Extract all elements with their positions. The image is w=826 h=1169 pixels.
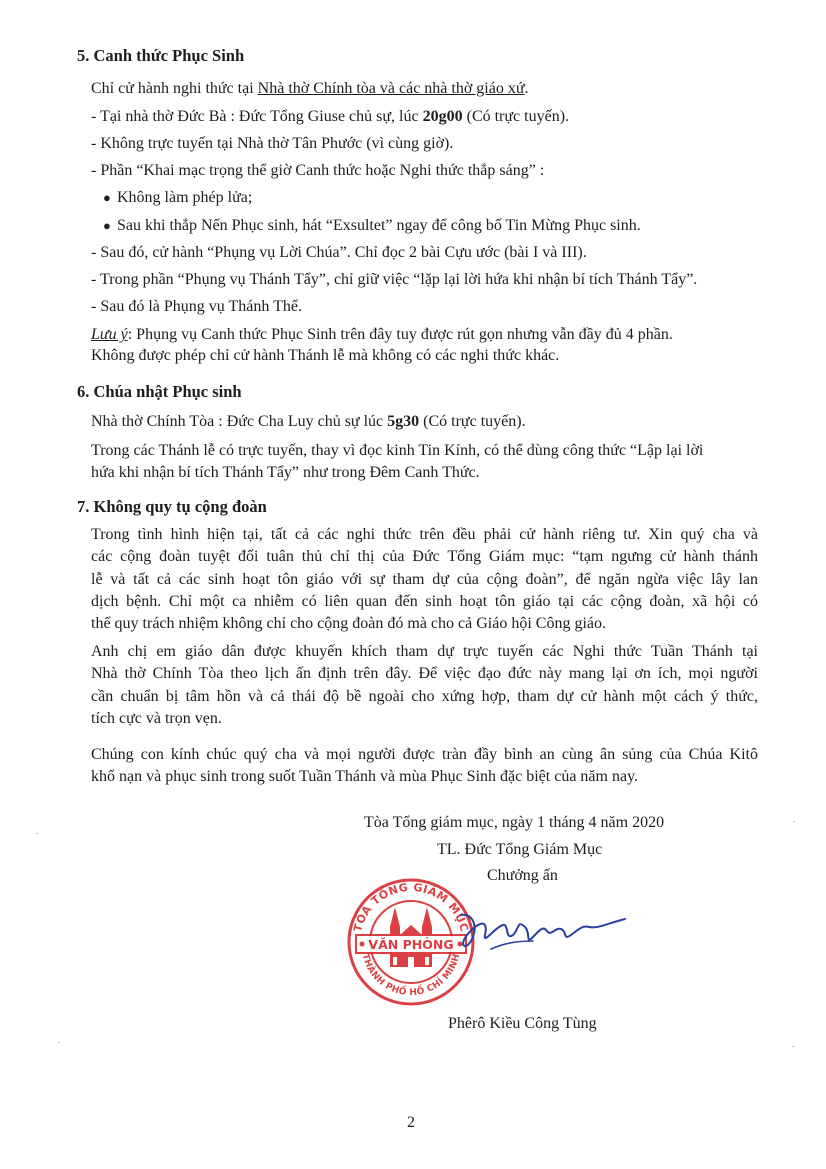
date-line: Tòa Tổng giám mục, ngày 1 tháng 4 năm 2020: [364, 814, 665, 831]
section-7-p2-line-2: Nhà thờ Chính Tòa theo lịch ấn định trên đây. Để việc đạo đức này mang lại ơn ích, mọi người: [91, 665, 758, 682]
on-behalf-line: TL. Đức Tổng Giám Mục: [437, 841, 603, 858]
section-5-heading: 5. Canh thức Phục Sinh: [77, 46, 245, 65]
section-7-p1-line-2: các cộng đoàn tuyệt đối tuân thủ chỉ thị của Đức Tổng Giám mục: “tạm ngưng cử hành thánh: [91, 548, 758, 565]
section-5-note-line-1: Lưu ý: Phụng vụ Canh thức Phục Sinh trên đây tuy được rút gọn nhưng vẫn đầy đủ 4 phần.: [91, 326, 673, 343]
closing-line-2: khổ nạn và phục sinh trong suốt Tuần Thánh và mùa Phục Sinh đặc biệt của năm nay.: [91, 768, 639, 785]
signer-role: Chưởng ấn: [487, 867, 558, 884]
signer-name: Phêrô Kiều Công Tùng: [448, 1015, 597, 1032]
section-5-item-6: - Sau đó là Phụng vụ Thánh Thể.: [91, 298, 302, 315]
section-7-p1-line-4: dịch bệnh. Chỉ một ca nhiễm có liên quan đến sinh hoạt tôn giáo tại các cộng đoàn, xã hội có: [91, 593, 758, 610]
section-5-item-2: - Không trực tuyến tại Nhà thờ Tân Phước (vì cùng giờ).: [91, 135, 454, 152]
svg-text:VĂN PHÒNG: VĂN PHÒNG: [368, 937, 454, 952]
section-5-item-3: - Phần “Khai mạc trọng thể giờ Canh thức hoặc Nghi thức thắp sáng” :: [91, 162, 545, 179]
page-number: 2: [407, 1114, 415, 1131]
bullet-dot-icon: ●: [103, 218, 111, 233]
section-7-p2-line-4: tích cực và trọn vẹn.: [91, 710, 222, 727]
section-7-p2-line-3: cần chuẩn bị tâm hồn và cả thái độ bề ngoài cho xứng hợp, tham dự cử hành một cách ý thức,: [91, 688, 758, 705]
section-5-item-1: - Tại nhà thờ Đức Bà : Đức Tổng Giuse chủ sự, lúc 20g00 (Có trực tuyến).: [91, 108, 570, 125]
section-6-heading: 6. Chúa nhật Phục sinh: [77, 382, 242, 401]
svg-text:THÀNH PHỐ HỒ CHÍ MINH: THÀNH PHỐ HỒ CHÍ MINH: [359, 952, 463, 999]
section-6-para-line-1: Trong các Thánh lễ có trực tuyến, thay vì đọc kinh Tin Kính, có thể dùng công thức “Lập lại lời: [91, 442, 704, 459]
section-7-p1-line-3: lễ và tất cả các sinh hoạt tôn giáo với sự tham dự của cộng đoàn”, để ngăn ngừa việc lây lan: [91, 571, 758, 588]
section-5-bullet-2: Sau khi thắp Nến Phục sinh, hát “Exsultet” ngay để công bố Tin Mừng Phục sinh.: [117, 217, 641, 234]
svg-text:TÒA TỔNG GIÁM MỤC: TÒA TỔNG GIÁM MỤC: [351, 880, 471, 934]
section-5-bullet-1: Không làm phép lửa;: [117, 189, 253, 206]
handwritten-signature: [455, 905, 630, 965]
section-5-item-5: - Trong phần “Phụng vụ Thánh Tẩy”, chỉ giữ việc “lặp lại lời hứa khi nhận bí tích Thánh Tẩy”.: [91, 271, 698, 288]
bullet-dot-icon: ●: [103, 190, 111, 205]
closing-line-1: Chúng con kính chúc quý cha và mọi người được tràn đầy bình an cùng ân sủng của Chúa Kitô: [91, 746, 758, 763]
section-6-para-line-2: hứa khi nhận bí tích Thánh Tẩy” như trong Đêm Canh Thức.: [91, 464, 480, 481]
section-6-line-1: Nhà thờ Chính Tòa : Đức Cha Luy chủ sự lúc 5g30 (Có trực tuyến).: [91, 413, 526, 430]
section-7-heading: 7. Không quy tụ cộng đoàn: [77, 497, 267, 516]
section-7-p1-line-1: Trong tình hình hiện tại, tất cả các nghi thức trên đều phải cử hành riêng tư. Xin quý cha và: [91, 526, 758, 543]
section-7-p2-line-1: Anh chị em giáo dân được khuyến khích tham dự trực tuyến các Nghi thức Tuần Thánh tại: [91, 643, 758, 660]
section-5-item-4: - Sau đó, cử hành “Phụng vụ Lời Chúa”. Chỉ đọc 2 bài Cựu ước (bài I và III).: [91, 244, 587, 261]
section-7-p1-line-5: thể quy trách nhiệm không chỉ cho cộng đoàn đó mà cho cả Giáo hội Công giáo.: [91, 615, 606, 632]
section-5-note-line-2: Không được phép chỉ cử hành Thánh lễ mà không có các nghi thức khác.: [91, 347, 560, 364]
section-5-intro: Chỉ cử hành nghi thức tại Nhà thờ Chính tòa và các nhà thờ giáo xứ.: [91, 80, 529, 97]
